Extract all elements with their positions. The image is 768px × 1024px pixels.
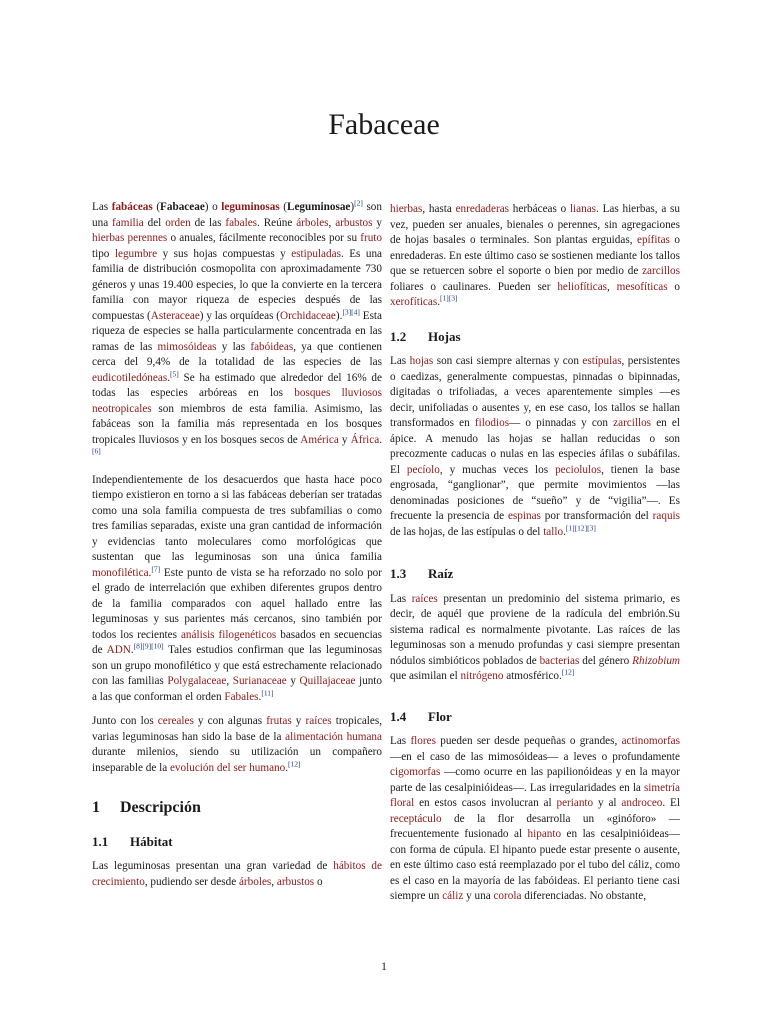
leaves-paragraph: Las hojas son casi siempre alternas y con estípulas, persistentes o caedizas, generalmente compuestas, pinnadas o bipinnadas, digitadas o trifoliadas, a veces aparentemente simples —es decir, unifoliadas o ausentes y, en ese caso, los tallos se hallan transformados en filodios— o pinnadas y con zarcillos en el ápice. A menudo las hojas se hallan reducidas o son precozmente caducas o nulas en las especies áfilas o subáfilas. El pecíolo, y muchas veces los peciolulos, tienen la base engrosada, “ganglionar”, que permite movimientos —las denominadas posiciones de “sueño” y de “vigilia”—. Es frecuente la presencia de espinas por transformación del raquis de las hojas, de las estípulas o del tallo.[1][12][3] [390,355,681,538]
link-arboles-2[interactable]: árboles [238,875,272,888]
phylogeny-paragraph: Independientemente de los desacuerdos que hasta hace poco tiempo existieron en torno a si las fabáceas deberían ser tratadas como una sola familia compuesta de tres subfamilias o como tres familias separadas, existe una gran cantidad de información y evidencias tanto moleculares como morfológicas que sustentan que las leguminosas son una única familia monofilética.[7] Este punto de vista se ha reforzado no solo por el grado de interrelación que exhiben diferentes grupos dentro de la familia comparados con aquel hallado entre las leguminosas y sus parientes más cercanos, sino también por todos los recientes análisis filogenéticos basados en secuencias de ADN.[8][9][10] Tales estudios confirman que las leguminosas son un grupo monofilético y que está estrechamente relacionado con las familias Polygalaceae, Surianaceae y Quillajaceae junto a las que conforman el orden Fabales.[11] [92,473,383,703]
link-leguminosas[interactable]: leguminosas [221,201,280,213]
link-adn[interactable]: ADN [106,644,131,656]
link-hojas[interactable]: hojas [409,355,434,367]
link-rhizobium[interactable]: Rhizobium [632,654,681,667]
link-america[interactable]: América [300,433,339,446]
link-monofiletica[interactable]: monofilética [92,566,149,579]
link-raices[interactable]: raíces [305,715,332,727]
link-actinomorfas[interactable]: actinomorfas [621,735,680,747]
link-arboles[interactable]: árboles [296,216,329,229]
link-analisis-filogeneticos[interactable]: análisis filogenéticos [180,628,277,641]
page-number: 1 [381,961,387,973]
nutrition-paragraph: Junto con los cereales y con algunas frutas y raíces tropicales, varias leguminosas han sido la base de la alimentación humana durante milenios, siendo su utilización un compañero inseparable de la evolución del ser humano.[12] [92,715,383,774]
citation[interactable]: [12] [288,758,301,768]
link-xerofiticas[interactable]: xerofíticas [390,296,438,308]
link-tallo[interactable]: tallo [543,525,564,538]
link-enredaderas[interactable]: enredaderas [455,203,510,215]
link-arbustos-2[interactable]: arbustos [276,875,315,888]
link-fruto[interactable]: fruto [360,232,382,244]
link-orchidaceae[interactable]: Orchidaceae [280,309,336,322]
link-estipulas[interactable]: estípulas [582,355,622,367]
link-peciolulos[interactable]: peciolulos [555,463,602,476]
link-arbustos[interactable]: arbustos [335,216,373,229]
link-simetria-floral[interactable]: simetría floral [390,781,680,809]
subsection-title: Hábitat [130,833,173,849]
link-nitrogeno[interactable]: nitrógeno [460,670,504,682]
link-eudicotiledoneas[interactable]: eudicotiledóneas [92,371,168,384]
citation[interactable]: [6] [92,446,101,456]
link-flores[interactable]: flores [410,735,436,747]
citation[interactable]: [3][4] [342,306,360,316]
citation[interactable]: [12] [561,667,575,677]
link-cigomorfas[interactable]: cigomorfas [390,766,441,778]
section-number: 1 [92,799,100,816]
link-filodios[interactable]: filodios [474,417,510,429]
link-habitos[interactable]: hábitos de crecimiento [92,860,382,888]
citation[interactable]: [11] [261,687,274,697]
link-alimentacion-humana[interactable]: alimentación humana [285,730,382,743]
subsection-number: 1.4 [390,708,407,724]
link-caliz[interactable]: cáliz [442,890,464,902]
link-lianas[interactable]: lianas [569,203,597,215]
link-espinas[interactable]: espinas [507,510,541,522]
subsection-heading [390,566,680,582]
citation[interactable]: [8][9][10] [133,641,164,651]
link-mimosoideas[interactable]: mimosóideas [157,340,217,353]
citation[interactable]: [1][12][3] [565,522,596,532]
link-frutas[interactable]: frutas [266,715,292,727]
link-hierbas-perennes[interactable]: hierbas perennes [92,232,168,244]
link-polygalaceae[interactable]: Polygalaceae [167,675,227,687]
link-bosques-lluviosos[interactable]: bosques lluviosos neotropicales [92,387,382,415]
citation[interactable]: [2] [354,198,363,208]
link-evolucion[interactable]: evolución del ser humano [169,761,286,774]
right-column [390,202,680,905]
link-peciolo[interactable]: pecíolo [406,463,440,476]
habitat-paragraph-start: Las leguminosas presentan una gran variedad de hábitos de crecimiento, pudiendo ser desde árboles, arbustos o [92,860,382,888]
citation[interactable]: [7] [151,563,161,573]
subsection-number: 1.2 [390,328,407,344]
link-mesofiticas[interactable]: mesofíticas [616,280,668,293]
left-column [92,200,382,890]
link-estipuladas[interactable]: estipuladas [291,247,341,260]
flower-paragraph: Las flores pueden ser desde pequeñas o grandes, actinomorfas —en el caso de las mimosóideas— a leves o profundamente cigomorfas —como ocurre en las papilionóideas y en la mayor parte de las cesalpinióideas—. Las irregularidades en la simetría floral en estos casos involucran al perianto y al androceo. El receptáculo de la flor desarrolla un «ginóforo» —frecuentemente fusionado al hipanto en las cesalpinióideas— con forma de cúpula. El hipanto puede estar presente o ausente, en este último caso está reemplazado por el tubo del cáliz, como es el caso en la mayoría de las fabóideas. El perianto tiene casi siempre un cáliz y una corola diferenciadas. No obstante, [390,735,680,902]
link-fabales-orden[interactable]: Fabales [224,690,259,703]
link-cereales[interactable]: cereales [157,715,194,727]
link-fabaceas[interactable]: fabáceas [111,201,153,213]
habitat-paragraph-cont: hierbas, hasta enredaderas herbáceas o lianas. Las hierbas, a su vez, pueden ser anuales, bienales o perennes, sin agregaciones de hojas basales o terminales. Son plantas erguidas, epífitas o enredaderas. En este último caso se sostienen mediante los tallos que se retuercen sobre el soporte o bien por medio de zarcillos foliares o caulinares. Pueden ser heliofíticas, mesofíticas o xerofíticas.[1][3] [390,203,681,308]
citation[interactable]: [5] [169,368,179,378]
link-familia[interactable]: familia [112,216,144,229]
link-epifitas[interactable]: epífitas [636,234,670,246]
subsection-heading [92,834,382,850]
intro-paragraph: Las fabáceas (Fabaceae) o leguminosas (Leguminosae)[2] son una familia del orden de las fabales. Reúne árboles, arbustos y hierbas perennes o anuales, fácilmente reconocibles por su fruto tipo legumbre y sus hojas compuestas y estipuladas. Es una familia de distribución cosmopolita con aproximadamente 730 géneros y unas 19.400 especies, lo que la convierte en la tercera familia con mayor riqueza de especies después de las compuestas (Asteraceae) y las orquídeas (Orchidaceae).[3][4] Esta riqueza de especies se halla particularmente concentrada en las ramas de las mimosóideas y las fabóideas, ya que contienen cerca del 9,4% de la totalidad de las especies de las eudicotiledóneas.[5] Se ha estimado que alrededor del 16% de todas las especies arbóreas en los bosques lluviosos neotropicales son miembros de esta familia. Asimismo, las fabáceas son la familia más representada en los bosques tropicales lluviosos y en los bosques secos de América y África.[6] [92,198,383,456]
link-fabales[interactable]: fabales [225,216,258,229]
subsection-title: Flor [428,708,452,724]
roots-paragraph: Las raíces presentan un predominio del sistema primario, es decir, de aquél que proviene de la radícula del embrión.Su sistema radical es normalmente pivotante. Las raíces de las leguminosas son a menudo profundas y casi siempre presentan nódulos simbióticos poblados de bacterias del género Rhizobium que asimilan el nitrógeno atmosférico.[12] [390,592,681,682]
link-zarcillos-2[interactable]: zarcillos [613,417,652,429]
link-asteraceae[interactable]: Asteraceae [150,309,200,322]
link-zarcillos[interactable]: zarcillos [642,265,680,277]
link-heliofiticas[interactable]: heliofíticas [557,280,608,293]
link-androceo[interactable]: androceo [621,797,663,809]
link-raquis[interactable]: raquis [652,510,680,522]
link-quillajaceae[interactable]: Quillajaceae [299,675,356,687]
section-title: Descripción [120,799,201,816]
subsection-title: Raíz [428,566,454,581]
link-bacterias[interactable]: bacterias [539,654,580,667]
subsection-heading [390,709,680,725]
section-heading [92,800,382,816]
link-faboideas[interactable]: fabóideas [250,340,294,353]
citation[interactable]: [1][3] [440,293,458,303]
link-orden[interactable]: orden [165,216,191,229]
subsection-number: 1.3 [390,566,407,581]
link-hipanto[interactable]: hipanto [527,828,562,840]
link-africa[interactable]: África [350,433,380,446]
subsection-number: 1.1 [92,833,109,849]
page-title: Fabaceae [328,108,440,141]
link-surianaceae[interactable]: Surianaceae [232,675,287,687]
subsection-heading [390,329,680,345]
link-legumbre[interactable]: legumbre [114,247,158,260]
link-receptaculo[interactable]: receptáculo [390,812,442,825]
subsection-title: Hojas [428,328,461,344]
link-hierbas[interactable]: hierbas [390,203,423,215]
link-corola[interactable]: corola [493,890,522,902]
link-perianto[interactable]: perianto [556,797,594,809]
link-raices-2[interactable]: raíces [411,592,438,605]
